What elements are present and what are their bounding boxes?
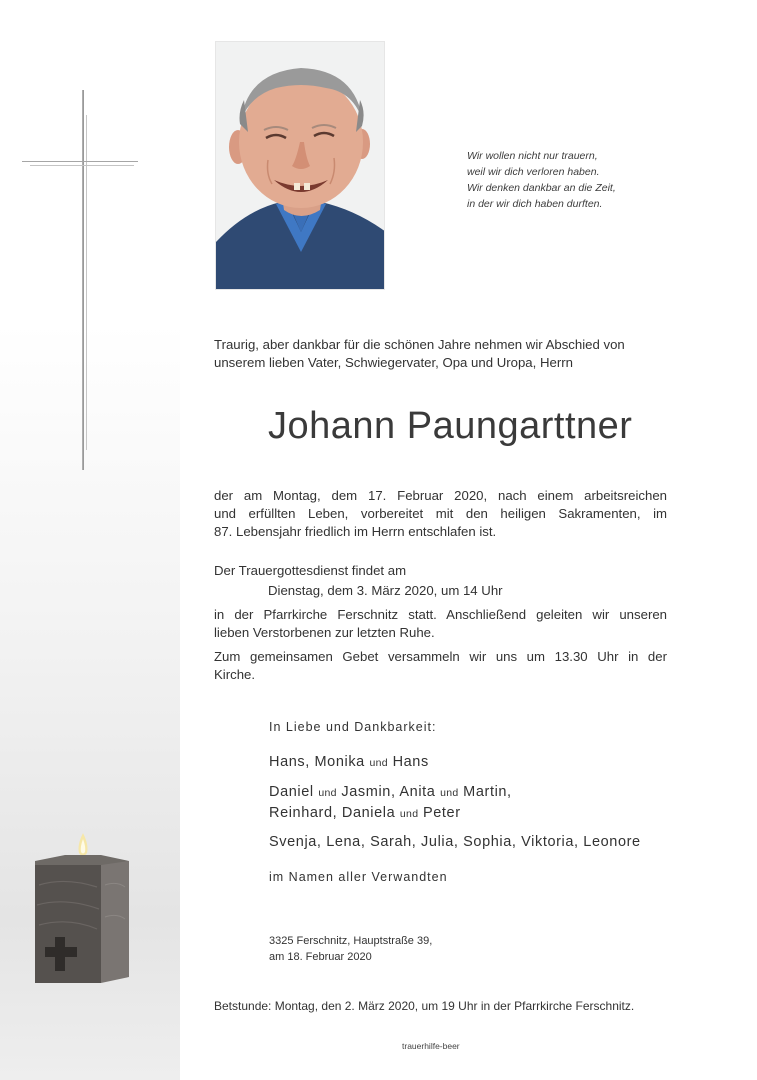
mourner-names: Peter [422,805,461,821]
cross-vertical-bar [82,90,84,470]
mourners-row [269,784,512,800]
service-date: Dienstag, dem 3. März 2020, um 14 Uhr [268,583,503,598]
death-notice-line: und erfüllten Leben, vorbereitet mit den heiligen Sakramenten, im [214,506,667,521]
quote-line: weil wir dich verloren haben. [467,166,600,178]
betstunde-line: Betstunde: Montag, den 2. März 2020, um 19 Uhr in der Pfarrkirche Ferschnitz. [214,999,635,1013]
mourner-names: Hans, Monika [269,754,365,770]
quote-line: Wir wollen nicht nur trauern, [467,150,598,162]
mourner-names: Jasmin, Anita [341,784,436,800]
conjunction: und [399,808,419,820]
address-block [269,933,432,965]
mourner-names: Reinhard, Daniela [269,805,396,821]
conjunction: und [440,787,459,799]
prayer-gathering-line: Kirche. [214,667,256,682]
mourners-row [269,754,429,770]
mourners-row: Svenja, Lena, Sarah, Julia, Sophia, Viktoria, Leonore [269,834,641,850]
memorial-quote [467,148,727,212]
service-line: lieben Verstorbenen zur letzten Ruhe. [214,625,435,640]
service-line: in der Pfarrkirche Ferschnitz statt. Anschließend geleiten wir unseren [214,607,667,622]
candle-icon [25,825,145,995]
mourners-row [269,805,461,821]
cross-horizontal-shadow [30,165,134,166]
quote-line: Wir denken dankbar an die Zeit, [467,182,616,194]
conjunction: und [318,787,337,799]
cross-horizontal-bar [22,161,138,162]
quote-line: in der wir dich haben durften. [467,198,603,210]
prayer-gathering [214,648,667,684]
portrait-photo [215,41,385,290]
portrait-illustration [216,42,385,290]
service-intro: Der Trauergottesdienst findet am [214,563,407,578]
service-details [214,606,667,642]
death-notice-line: 87. Lebensjahr friedlich im Herrn entschlafen ist. [214,524,497,539]
deceased-name: Johann Paungarttner [268,405,633,447]
footer-credit: trauerhilfe-beer [402,1041,460,1051]
mourners-heading: In Liebe und Dankbarkeit: [269,720,437,734]
address-line: 3325 Ferschnitz, Hauptstraße 39, [269,935,433,947]
conjunction: und [369,757,388,769]
prayer-gathering-line: Zum gemeinsamen Gebet versammeln wir uns um 13.30 Uhr in der [214,649,667,664]
death-notice-line: der am Montag, dem 17. Februar 2020, nach einem arbeitsreichen [214,488,667,503]
address-date: am 18. Februar 2020 [269,951,372,963]
mourner-names: Hans [392,754,429,770]
intro-text [214,336,669,372]
intro-line: unserem lieben Vater, Schwiegervater, Opa und Uropa, Herrn [214,355,573,370]
mourner-names: Martin, [463,784,512,800]
relatives-line: im Namen aller Verwandten [269,870,448,884]
death-notice [214,487,667,541]
mourner-names: Daniel [269,784,314,800]
candle-illustration [25,825,145,995]
intro-line: Traurig, aber dankbar für die schönen Jahre nehmen wir Abschied von [214,337,625,352]
